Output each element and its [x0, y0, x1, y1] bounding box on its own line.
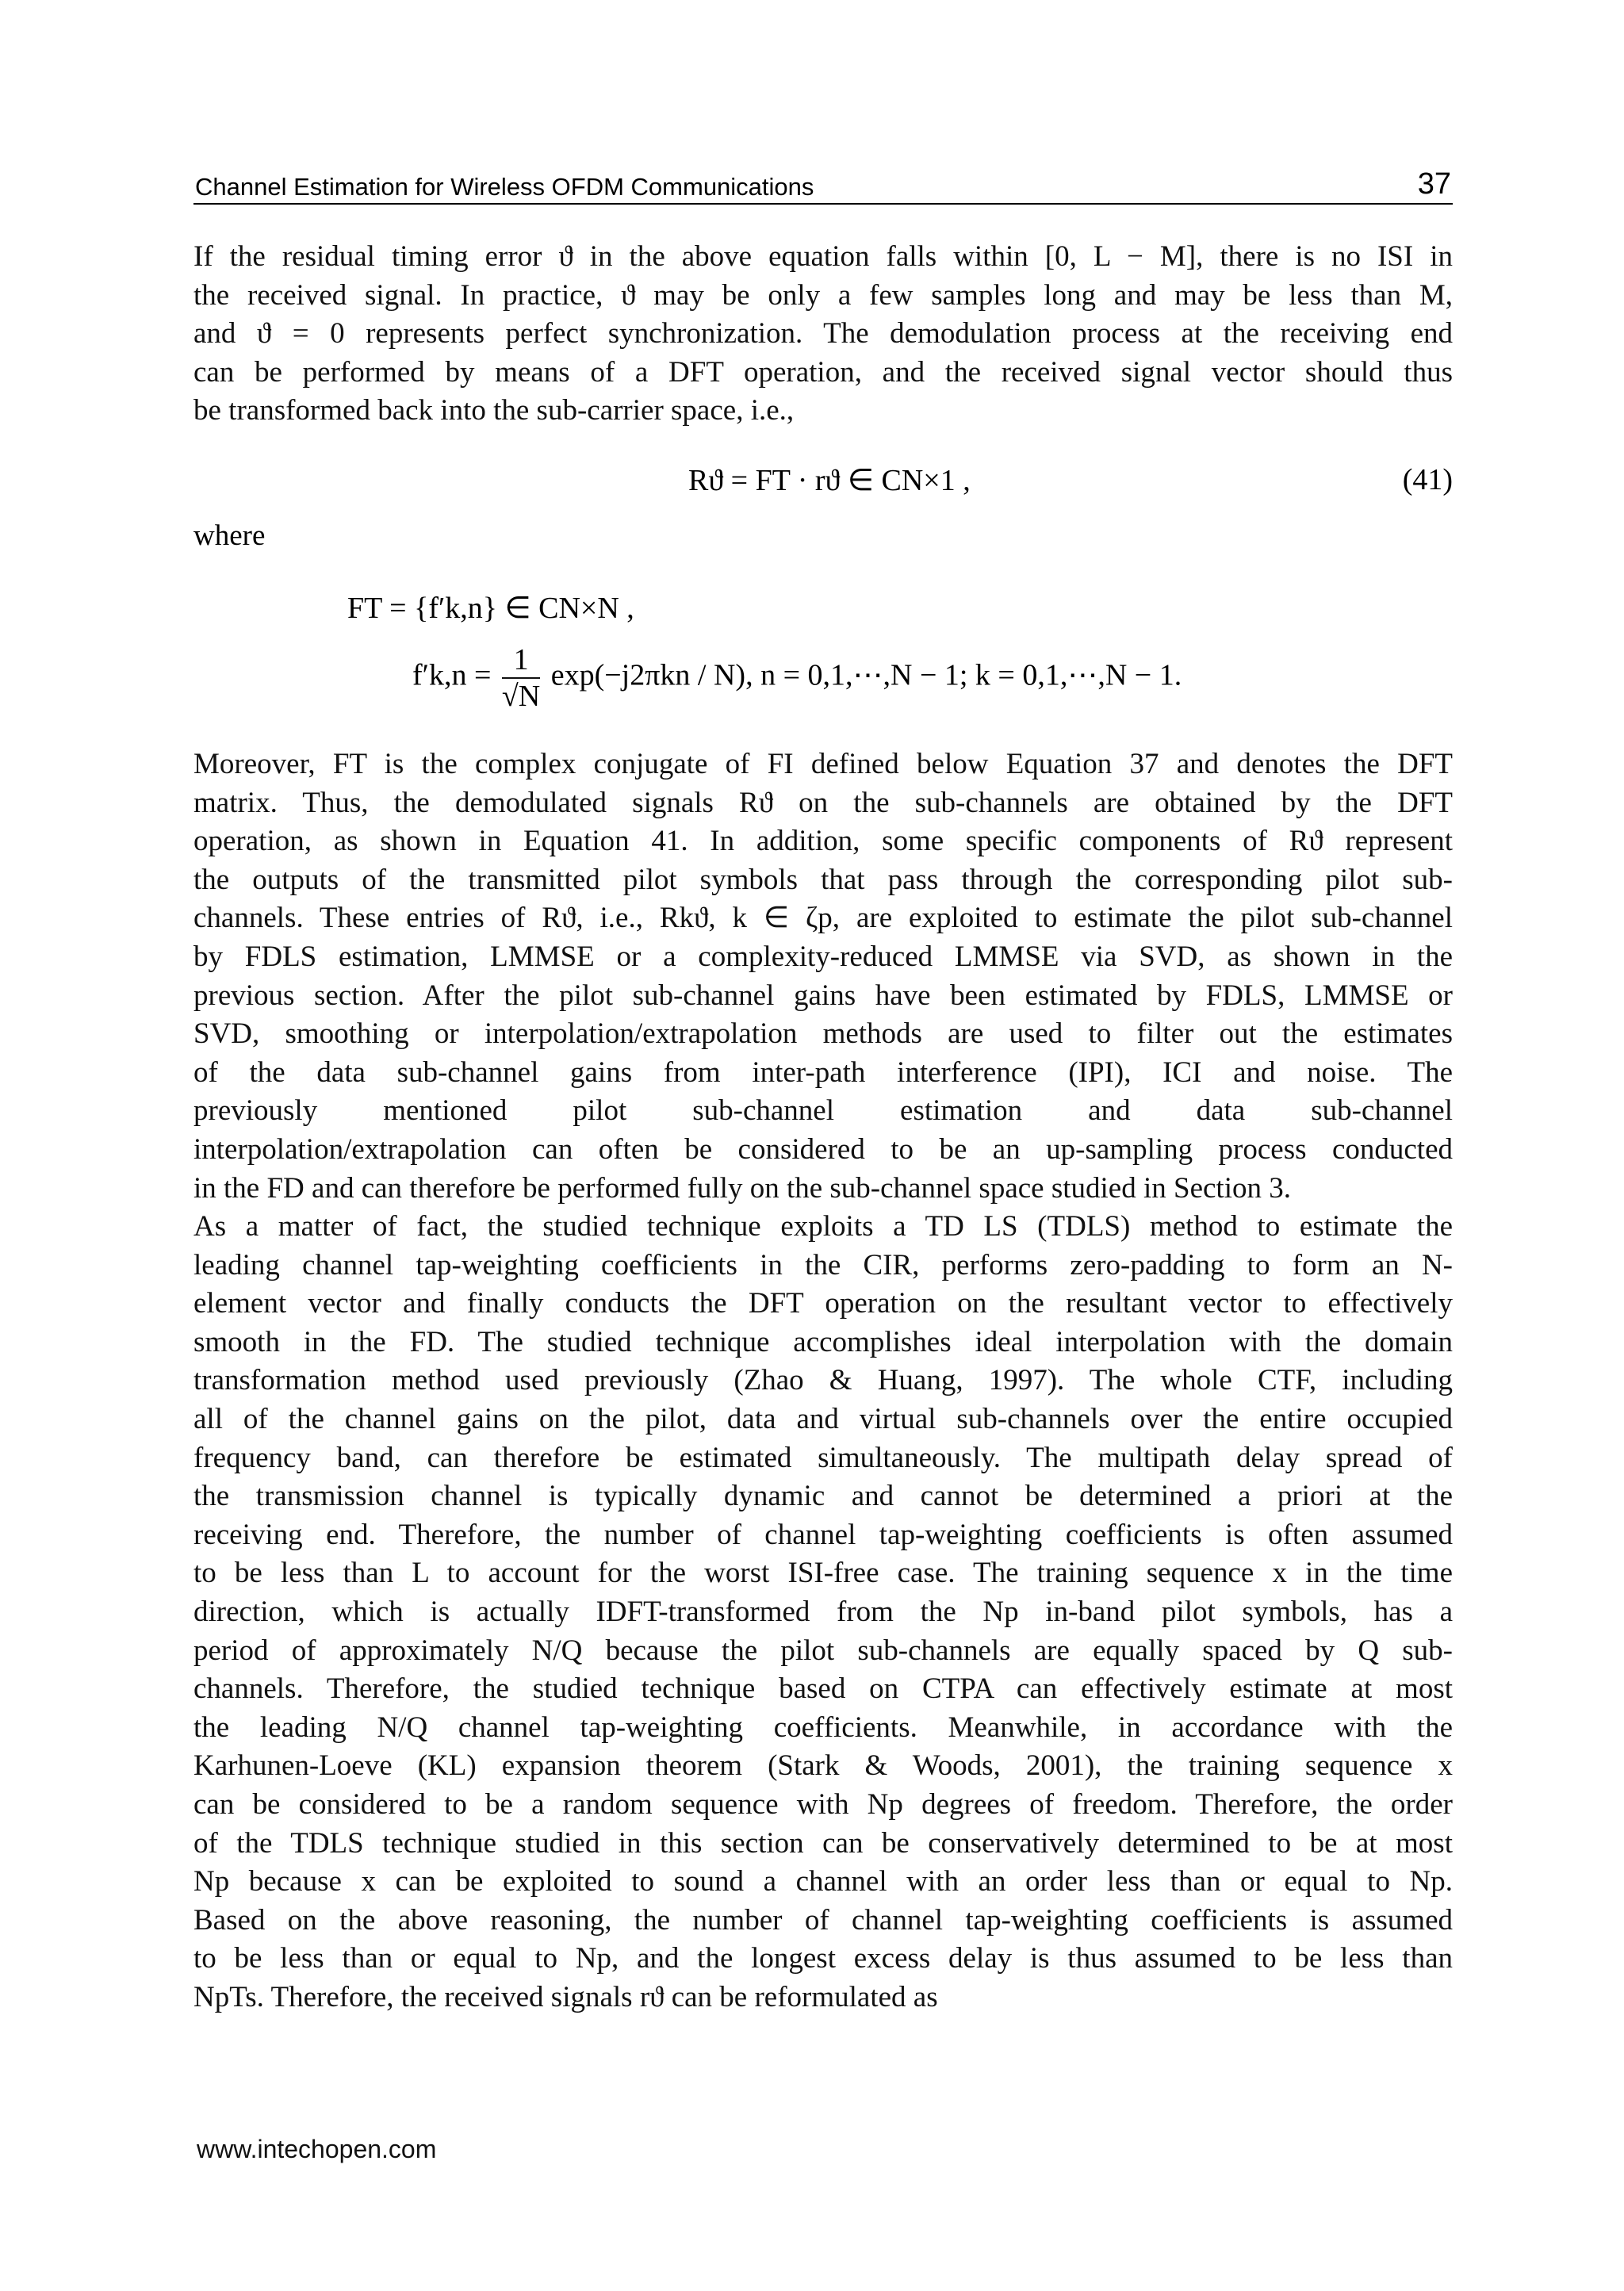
p2-line-1: Moreover, FT is the complex conjugate of FI defined below Equation 37 and denotes the DFT	[193, 748, 1453, 780]
p3-line-13: channels. Therefore, the studied technique based on CTPA can effectively estimate at most	[193, 1672, 1453, 1706]
paragraph-3	[193, 1208, 1453, 2017]
equation-dft-element-lhs: f′k,n =	[412, 658, 492, 692]
p1-line-4: can be performed by means of a DFT operation, and the received signal vector should thus	[193, 355, 1453, 389]
p3-line-19: Based on the above reasoning, the number of channel tap-weighting coefficients is assumed	[193, 1903, 1453, 1937]
p3-line-1: As a matter of fact, the studied technique exploits a TD LS (TDLS) method to estimate the	[193, 1210, 1453, 1243]
p3-line-3: element vector and finally conducts the DFT operation on the resultant vector to effectively	[193, 1287, 1453, 1320]
p3-line-15: Karhunen-Loeve (KL) expansion theorem (Stark & Woods, 2001), the training sequence x	[193, 1749, 1453, 1783]
p1-line-1: If the residual timing error ϑ in the above equation falls within [0, L − M], there is no ISI in	[193, 240, 1453, 273]
p3-line-10: to be less than L to account for the worst ISI-free case. The training sequence x in the time	[193, 1557, 1453, 1590]
p3-line-4: smooth in the FD. The studied technique accomplishes ideal interpolation with the domain	[193, 1325, 1453, 1358]
p2-line-12: in the FD and can therefore be performed fully on the sub-channel space studied in Section 3.	[193, 1171, 1291, 1205]
p3-line-5: transformation method used previously (Zhao & Huang, 1997). The whole CTF, including	[193, 1364, 1453, 1397]
p3-line-6: all of the channel gains on the pilot, data and virtual sub-channels over the entire occupied	[193, 1402, 1453, 1435]
page-number: 37	[1417, 167, 1451, 201]
equation-dft-element	[412, 642, 1182, 722]
fraction-numerator: 1	[502, 642, 540, 679]
p1-line-2: the received signal. In practice, ϑ may be only a few samples long and may be less than M,	[193, 278, 1453, 312]
p2-line-8: SVD, smoothing or interpolation/extrapolation methods are used to filter out the estimates	[193, 1017, 1453, 1051]
equation-dft-matrix: FT = {f′k,n} ∈ CN×N ,	[347, 592, 634, 625]
p3-line-16: can be considered to be a random sequence with Np degrees of freedom. Therefore, the order	[193, 1787, 1453, 1821]
p3-line-8: the transmission channel is typically dynamic and cannot be determined a priori at the	[193, 1480, 1453, 1513]
p3-line-14: the leading N/Q channel tap-weighting coefficients. Meanwhile, in accordance with the	[193, 1711, 1453, 1744]
p2-line-10: previously mentioned pilot sub-channel estimation and data sub-channel	[193, 1094, 1453, 1128]
p2-line-2: matrix. Thus, the demodulated signals Rϑ on the sub-channels are obtained by the DFT	[193, 786, 1453, 819]
p2-line-11: interpolation/extrapolation can often be considered to be an up-sampling process conducted	[193, 1132, 1453, 1166]
p2-line-9: of the data sub-channel gains from inter-path interference (IPI), ICI and noise. The	[193, 1055, 1453, 1089]
equation-41-body: Rϑ = FT · rϑ ∈ CN×1 ,	[688, 464, 971, 497]
p2-line-4: the outputs of the transmitted pilot symbols that pass through the corresponding pilot sub-	[193, 863, 1453, 896]
equation-dft-element-rhs: exp(−j2πkn / N), n = 0,1,⋯,N − 1; k = 0,1,⋯,N − 1.	[550, 658, 1182, 692]
running-title: Channel Estimation for Wireless OFDM Communications	[195, 173, 814, 201]
p3-line-7: frequency band, can therefore be estimated simultaneously. The multipath delay spread of	[193, 1441, 1453, 1474]
p3-line-2: leading channel tap-weighting coefficients in the CIR, performs zero-padding to form an N-	[193, 1248, 1453, 1282]
p3-line-9: receiving end. Therefore, the number of channel tap-weighting coefficients is often assumed	[193, 1518, 1453, 1551]
p3-line-18: Np because x can be exploited to sound a channel with an order less than or equal to Np.	[193, 1865, 1453, 1898]
footer-url: www.intechopen.com	[197, 2135, 437, 2163]
equation-41	[193, 462, 1453, 510]
paragraph-2	[193, 745, 1453, 1208]
p2-line-5: channels. These entries of Rϑ, i.e., Rkϑ, k ∈ ζp, are exploited to estimate the pilot sub-channel	[193, 902, 1453, 935]
running-header	[193, 163, 1453, 205]
p1-line-3: and ϑ = 0 represents perfect synchronization. The demodulation process at the receiving end	[193, 317, 1453, 351]
p3-line-21: NpTs. Therefore, the received signals rϑ can be reformulated as	[193, 1980, 938, 2013]
p3-line-12: period of approximately N/Q because the pilot sub-channels are equally spaced by Q sub-	[193, 1634, 1453, 1667]
fraction-denominator: √N	[501, 680, 541, 713]
p2-line-3: operation, as shown in Equation 41. In addition, some specific components of Rϑ represent	[193, 825, 1453, 858]
where-label: where	[193, 519, 266, 552]
equation-41-number: (41)	[1402, 463, 1453, 496]
p1-line-5: be transformed back into the sub-carrier space, i.e.,	[193, 394, 795, 427]
p3-line-20: to be less than or equal to Np, and the longest excess delay is thus assumed to be less than	[193, 1942, 1453, 1975]
p2-line-7: previous section. After the pilot sub-channel gains have been estimated by FDLS, LMMSE or	[193, 979, 1453, 1012]
p3-line-11: direction, which is actually IDFT-transformed from the Np in-band pilot symbols, has a	[193, 1595, 1453, 1628]
p2-line-6: by FDLS estimation, LMMSE or a complexity-reduced LMMSE via SVD, as shown in the	[193, 940, 1453, 973]
equation-fraction	[502, 642, 540, 714]
p3-line-17: of the TDLS technique studied in this section can be conservatively determined to be at most	[193, 1826, 1453, 1860]
paragraph-1	[193, 238, 1453, 431]
